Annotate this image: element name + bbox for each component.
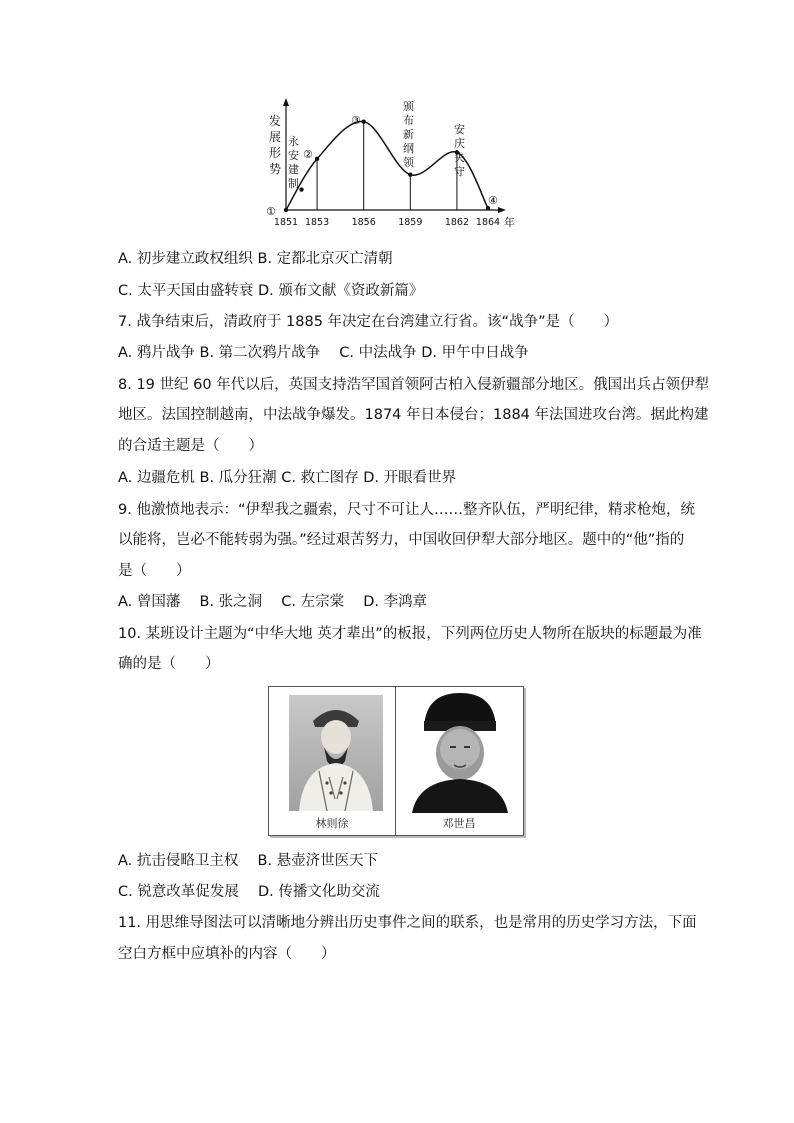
q10-stem-line1: 10. 某班设计主题为“中华大地 英才辈出”的板报，下列两位历史人物所在版块的标题最为准 — [118, 626, 702, 642]
q9-stem-line2: 以能将，岂必不能转弱为强。”经过艰苦努力，中国收回伊犁大部分地区。题中的“他”指的 — [118, 532, 685, 548]
q6-options-row2: C. 太平天国由盛转衰 D. 颁布文献《资政新篇》 — [118, 283, 424, 299]
q10-stem-line2: 确的是（ ） — [118, 656, 220, 672]
portrait-lin-zexu — [269, 687, 396, 835]
annotation-char: 守 — [454, 165, 465, 178]
x-tick-labels — [274, 217, 500, 228]
q11-stem-line1: 11. 用思维导图法可以清晰地分辨出历史事件之间的联系，也是常用的历史学习方法，下面 — [118, 915, 697, 931]
q7-stem: 7. 战争结束后，清政府于 1885 年决定在台湾建立行省。该“战争”是（ ） — [118, 314, 619, 330]
x-axis-unit: 年 — [504, 216, 515, 229]
x-tick-label: 1853 — [304, 217, 330, 228]
annotation-anqing — [454, 122, 465, 178]
y-axis-label — [269, 113, 281, 176]
y-axis-arrow — [283, 98, 289, 106]
portrait-deng-shichang — [396, 687, 522, 835]
annotation-char: 安 — [454, 123, 465, 136]
annotation-char: 领 — [403, 156, 414, 169]
annotation-char: 颁 — [403, 100, 414, 113]
annotation-char: 庆 — [454, 137, 465, 150]
data-point — [299, 187, 303, 191]
x-tick-label: 1862 — [444, 217, 470, 228]
data-point — [361, 119, 365, 123]
x-tick-label: 1851 — [273, 217, 299, 228]
x-tick-label: 1859 — [398, 217, 423, 228]
y-axis-label-char: 发 — [269, 114, 282, 128]
deng-shichang-portrait-image — [396, 687, 522, 813]
y-axis-label-char: 展 — [269, 130, 282, 144]
q9-stem-line1: 9. 他激愤地表示：“伊犁我之疆索，尺寸不可让人……整齐队伍，严明纪律，精求枪炮，统 — [118, 502, 695, 518]
lin-zexu-portrait-image — [269, 687, 395, 813]
annotation-char: 新 — [403, 128, 414, 141]
annotation-char: 纲 — [403, 142, 414, 155]
marker-3: ③ — [351, 114, 361, 127]
y-axis-label-char: 形 — [269, 146, 282, 160]
annotation-char: 布 — [403, 114, 414, 127]
data-point — [408, 172, 412, 176]
annotation-char: 永 — [288, 135, 299, 148]
x-tick-label: 1864 — [475, 217, 501, 228]
q10-options-row1: A. 抗击侵略卫主权 B. 悬壶济世医天下 — [118, 853, 379, 869]
data-point — [284, 208, 288, 212]
annotation-xingang — [403, 100, 415, 169]
annotation-char: 安 — [288, 149, 299, 162]
q11-stem-line2: 空白方框中应填补的内容（ ） — [118, 946, 336, 962]
data-point — [315, 157, 319, 161]
taiping-trend-chart — [262, 95, 524, 233]
marker-1: ① — [266, 205, 276, 218]
photo-caption-right: 邓世昌 — [442, 817, 476, 830]
q8-options: A. 边疆危机 B. 瓜分狂潮 C. 救亡图存 D. 开眼看世界 — [118, 470, 457, 486]
marker-4: ④ — [488, 194, 498, 207]
photo-caption-left: 林则徐 — [315, 817, 349, 830]
q9-options: A. 曾国藩 B. 张之洞 C. 左宗棠 D. 李鸿章 — [118, 594, 428, 610]
portrait-panel — [268, 686, 524, 836]
q8-stem-line2: 地区。法国控制越南，中法战争爆发。1874 年日本侵台；1884 年法国进攻台湾。据此构建 — [118, 407, 709, 423]
annotation-char: 制 — [288, 177, 299, 190]
q10-options-row2: C. 锐意改革促发展 D. 传播文化助交流 — [118, 884, 380, 900]
annotation-yongan — [288, 135, 299, 190]
q7-options: A. 鸦片战争 B. 第二次鸦片战争 C. 中法战争 D. 甲午中日战争 — [118, 345, 529, 361]
q6-options-row1: A. 初步建立政权组织 B. 定都北京灭亡清朝 — [118, 251, 393, 267]
q8-stem-line1: 8. 19 世纪 60 年代以后，英国支持浩罕国首领阿古柏入侵新疆部分地区。俄国出兵占领伊犁 — [118, 377, 710, 393]
annotation-char: 建 — [288, 163, 299, 176]
x-axis-arrow — [498, 207, 506, 213]
x-tick-label: 1856 — [351, 217, 376, 228]
marker-2: ② — [303, 148, 313, 161]
q8-stem-line3: 的合适主题是（ ） — [118, 438, 263, 454]
q9-stem-line3: 是（ ） — [118, 563, 191, 579]
annotation-char: 失 — [454, 151, 465, 164]
y-axis-label-char: 势 — [269, 162, 282, 176]
